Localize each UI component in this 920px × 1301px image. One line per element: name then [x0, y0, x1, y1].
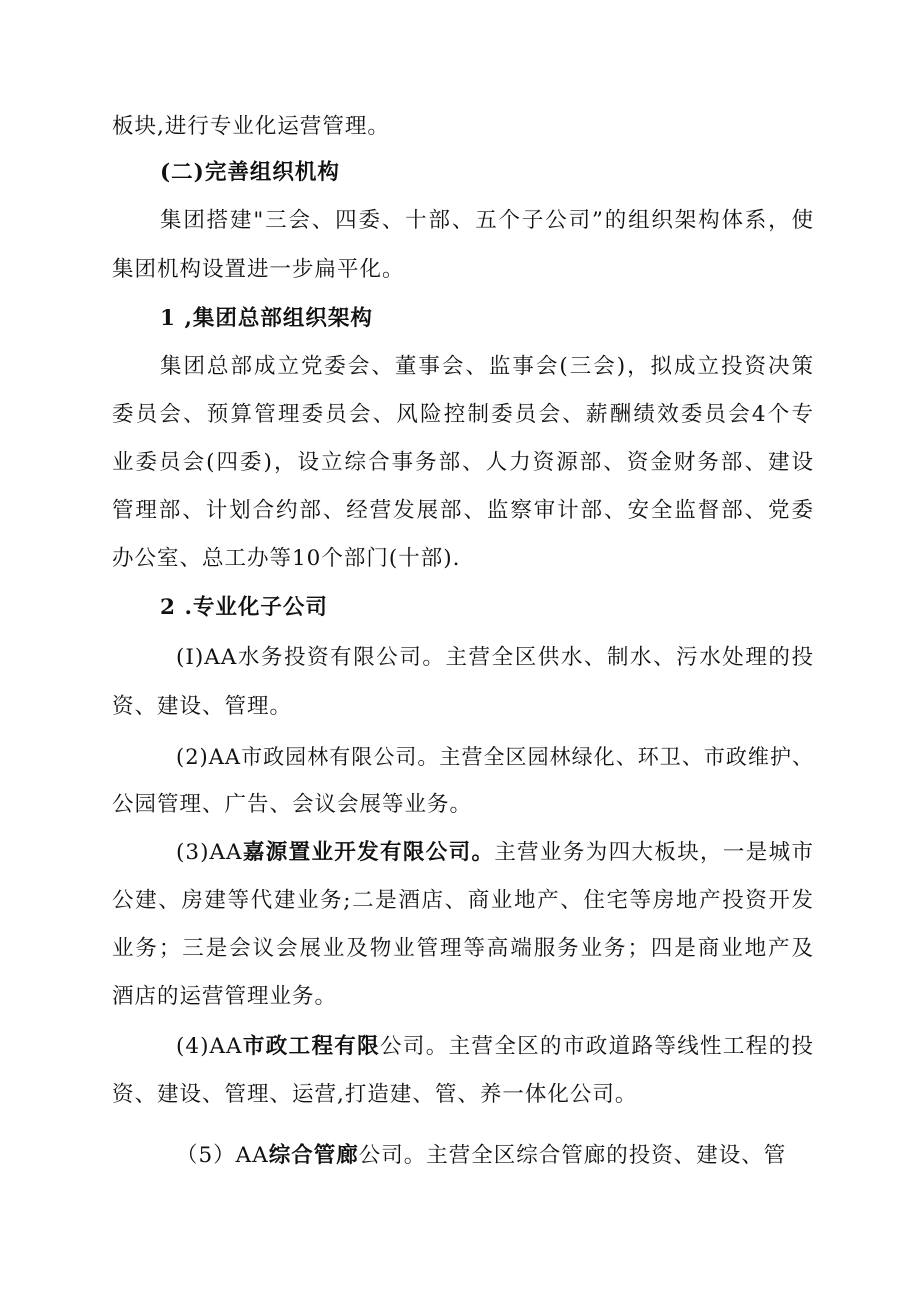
paragraph-line: 办公室、总工办等10个部门(十部).: [112, 546, 461, 571]
paragraph-line: 酒店的运营管理业务。: [112, 984, 338, 1009]
section-heading-2: (二)完善组织机构: [160, 160, 340, 185]
paragraph-line: 公园管理、广告、会议会展等业务。: [112, 792, 473, 817]
text-segment: 公司。主营全区综合管廊的投资、建设、管: [358, 1143, 787, 1168]
paragraph-line: 资、建设、管理、运营,打造建、管、养一体化公司。: [112, 1082, 638, 1107]
paragraph-line: (I)AA水务投资有限公司。主营全区供水、制水、污水处理的投: [176, 645, 814, 670]
text-segment: 主营业务为四大板块，一是城市: [494, 840, 814, 865]
paragraph-line: 集团总部成立党委会、董事会、监事会(三会)，拟成立投资决策: [160, 354, 814, 379]
paragraph-line: 集团搭建"三会、四委、十部、五个子公司”的组织架构体系，使: [160, 208, 814, 233]
company-name-bold: 市政工程有限: [242, 1034, 381, 1059]
paragraph-line: [176, 1030, 814, 1064]
text-segment: (4)AA: [176, 1034, 243, 1059]
paragraph-line: 业委员会(四委)，设立综合事务部、人力资源部、资金财务部、建设: [112, 450, 814, 475]
company-name-bold: 嘉源置业开发有限公司。: [242, 840, 495, 865]
paragraph-line: [176, 1139, 802, 1173]
subsection-heading-2: 2 .专业化子公司: [160, 595, 328, 620]
paragraph-line: 业务；三是会议会展业及物业管理等高端服务业务；四是商业地产及: [112, 936, 814, 961]
paragraph-line: 资、建设、管理。: [112, 694, 293, 719]
paragraph-line: (2)AA市政园林有限公司。主营全区园林绿化、环卫、市政维护、: [176, 745, 814, 769]
company-name-bold: 综合管廊: [268, 1143, 359, 1168]
text-segment: 公司。主营全区的市政道路等线性工程的投: [380, 1034, 814, 1059]
text-segment: （5）AA: [176, 1143, 269, 1168]
subsection-heading-1: 1 ,集团总部组织架构: [160, 306, 373, 331]
paragraph-line: 委员会、预算管理委员会、风险控制委员会、薪酬绩效委员会4个专: [112, 402, 814, 427]
paragraph-line: 集团机构设置进一步扁平化。: [112, 257, 405, 282]
paragraph-line: 板块,进行专业化运营管理。: [112, 114, 390, 139]
text-segment: (3)AA: [176, 840, 243, 865]
paragraph-line: [176, 836, 814, 870]
paragraph-line: 公建、房建等代建业务;二是酒店、商业地产、住宅等房地产投资开发: [112, 888, 814, 913]
paragraph-line: 管理部、计划合约部、经营发展部、监察审计部、安全监督部、党委: [112, 498, 814, 523]
